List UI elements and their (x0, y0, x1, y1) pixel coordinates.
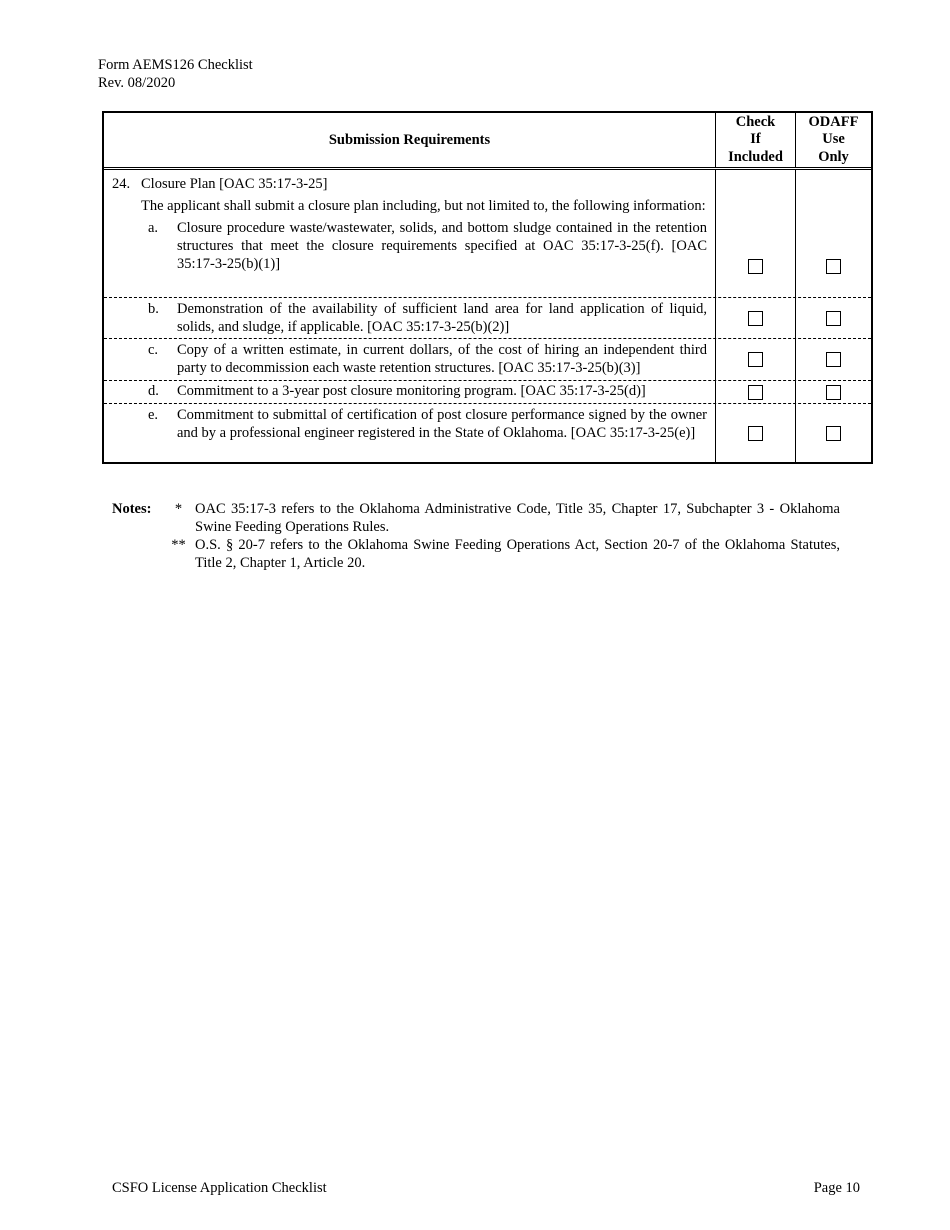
check-cell (716, 339, 796, 380)
footer-page-number: Page 10 (813, 1180, 860, 1196)
table-row (104, 381, 871, 404)
requirement-cell (104, 339, 716, 380)
requirement-cell (104, 170, 716, 297)
note-text: OAC 35:17-3 refers to the Oklahoma Administrative Code, Title 35, Chapter 17, Subchapter 3 - Oklahoma Swine Feeding Operations Rules. (195, 501, 840, 535)
header-submission-requirements: Submission Requirements (104, 113, 716, 167)
check-included-b-checkbox[interactable] (748, 311, 763, 326)
requirement-cell (104, 298, 716, 338)
header-check-if-included: Check If Included (716, 113, 796, 167)
table-header-row (104, 113, 871, 170)
table-row (104, 170, 871, 298)
subitem-a: a. Closure procedure waste/wastewater, solids, and bottom sludge contained in the retention structures that meet the closure requirements specified at OAC 35:17-3-25(f). [OAC 35:17-3-25(b)(1)] (148, 220, 707, 272)
note-marker: ** (171, 537, 186, 553)
form-header (98, 56, 253, 92)
table-row (104, 298, 871, 339)
odaff-use-d-checkbox[interactable] (826, 385, 841, 400)
note-item (112, 500, 840, 536)
item-24-title: 24. Closure Plan [OAC 35:17-3-25] (112, 176, 328, 192)
form-revision: Rev. 08/2020 (98, 75, 176, 91)
subitem-e: e. Commitment to submittal of certification of post closure performance signed by the owner and by a professional engineer registered in the State of Oklahoma. [OAC 35:17-3-25(e)] (148, 407, 707, 441)
notes-section (112, 500, 840, 572)
odaff-cell (796, 170, 871, 297)
odaff-cell (796, 298, 871, 338)
check-included-d-checkbox[interactable] (748, 385, 763, 400)
odaff-use-c-checkbox[interactable] (826, 352, 841, 367)
requirements-table (102, 111, 873, 464)
subitem-c: c. Copy of a written estimate, in current dollars, of the cost of hiring an independent third party to decommission each waste retention structures. [OAC 35:17-3-25(b)(3)] (148, 342, 707, 376)
subitem-b: b. Demonstration of the availability of sufficient land area for land application of liquid, solids, and sludge, if applicable. [OAC 35:17-3-25(b)(2)] (148, 301, 707, 335)
odaff-cell (796, 339, 871, 380)
check-cell (716, 170, 796, 297)
check-included-c-checkbox[interactable] (748, 352, 763, 367)
header-odaff-use-only: ODAFF Use Only (808, 113, 859, 165)
note-item (112, 536, 840, 572)
footer-title: CSFO License Application Checklist (112, 1180, 327, 1196)
subitem-d: d. Commitment to a 3-year post closure monitoring program. [OAC 35:17-3-25(d)] (148, 383, 646, 399)
table-row (104, 339, 871, 381)
odaff-use-e-checkbox[interactable] (826, 426, 841, 441)
check-included-e-checkbox[interactable] (748, 426, 763, 441)
check-cell (716, 404, 796, 462)
odaff-use-a-checkbox[interactable] (826, 259, 841, 274)
check-cell (716, 381, 796, 403)
requirement-cell (104, 404, 716, 462)
notes-label: Notes: (112, 501, 152, 517)
odaff-use-b-checkbox[interactable] (826, 311, 841, 326)
odaff-cell (796, 381, 871, 403)
check-cell (716, 298, 796, 338)
table-row (104, 404, 871, 462)
form-id: Form AEMS126 Checklist (98, 57, 253, 73)
requirement-cell (104, 381, 716, 403)
odaff-cell (796, 404, 871, 462)
check-included-a-checkbox[interactable] (748, 259, 763, 274)
item-24-intro: The applicant shall submit a closure plan including, but not limited to, the following information: (141, 198, 706, 214)
note-marker: * (174, 501, 183, 517)
note-text: O.S. § 20-7 refers to the Oklahoma Swine Feeding Operations Act, Section 20-7 of the Oklahoma Statutes, Title 2, Chapter 1, Article 20. (195, 537, 840, 571)
